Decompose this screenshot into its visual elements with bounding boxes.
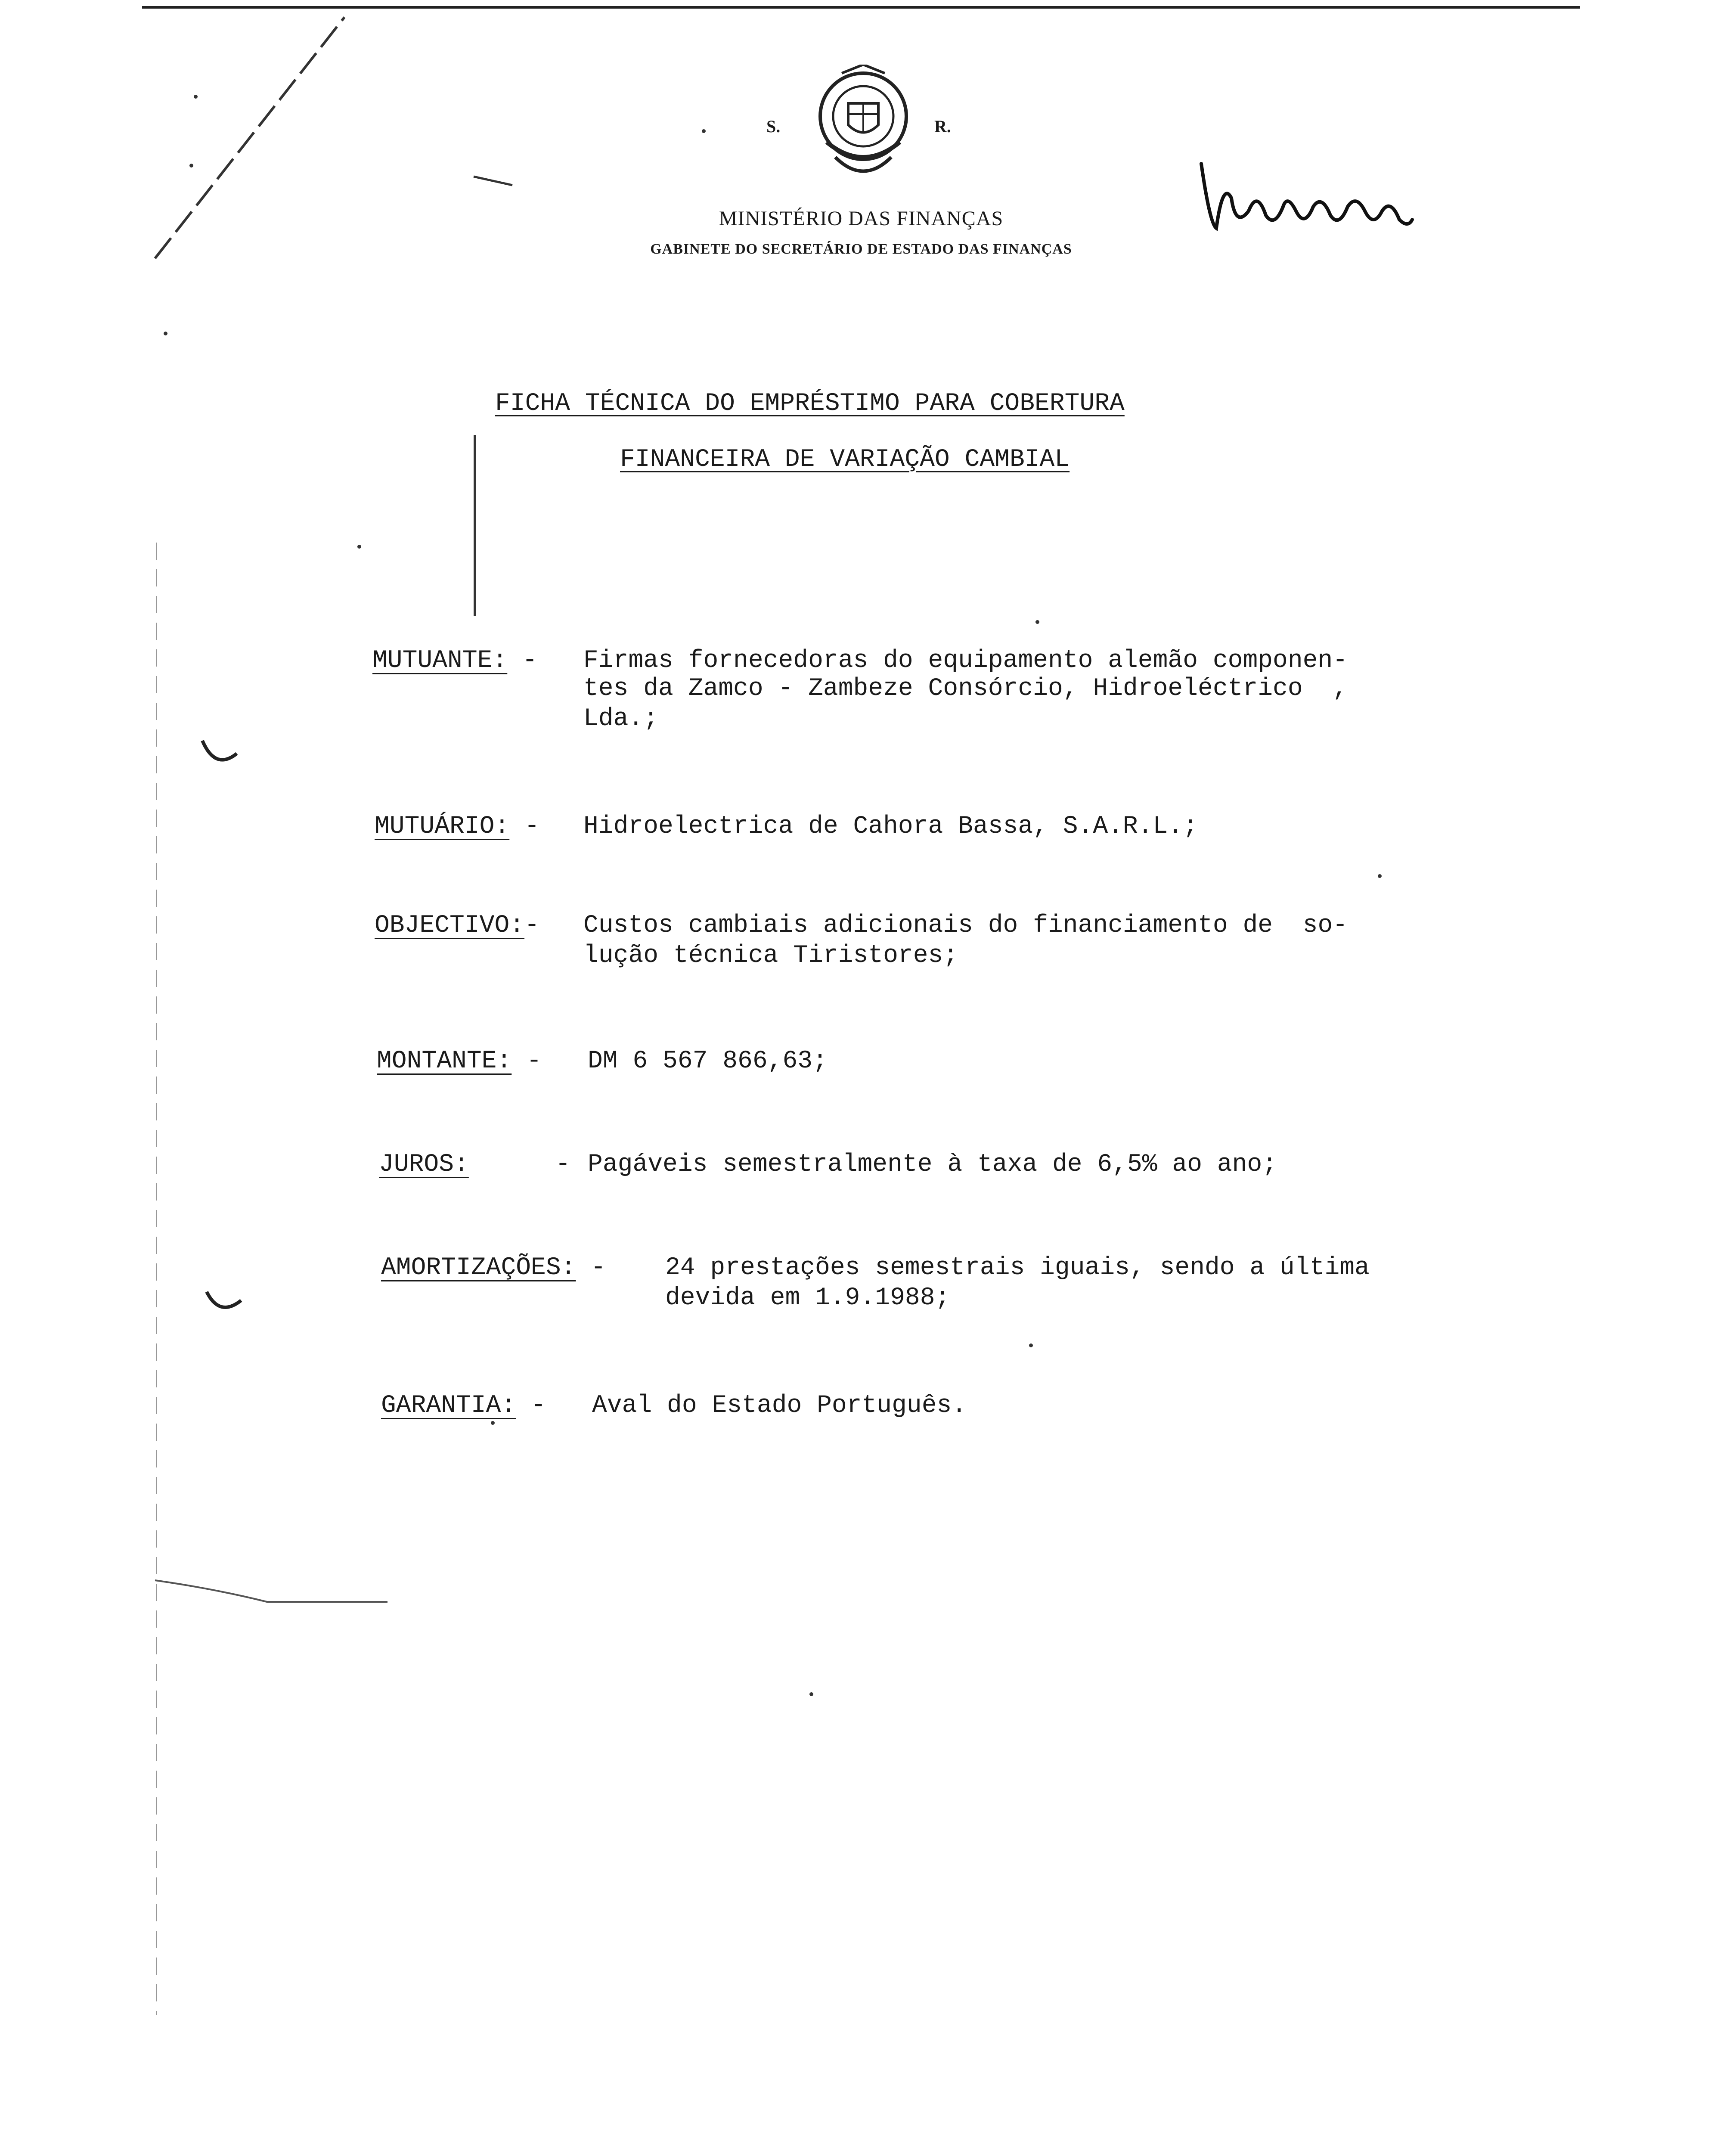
mutuario-dash: - <box>524 813 539 841</box>
scan-speck <box>1378 874 1382 878</box>
mutuante-dash: - <box>522 647 537 675</box>
scan-speck <box>702 129 706 133</box>
objectivo-dash: - <box>524 912 539 940</box>
juros-label-row <box>379 1148 469 1182</box>
amortizacoes-label-row <box>381 1251 606 1285</box>
mutuante-value-line-2: tes da Zamco - Zambeze Consórcio, Hidroeléctrico , <box>583 675 1348 703</box>
scan-speck <box>194 95 198 99</box>
monogram-right: R. <box>934 117 951 136</box>
mutuante-value-line-1: Firmas fornecedoras do equipamento alemão componen- <box>583 647 1348 675</box>
ministry-name: MINISTÉRIO DAS FINANÇAS <box>719 207 1004 230</box>
montante-value-line-1: DM 6 567 866,63; <box>588 1047 828 1075</box>
mutuario-value-line-1: Hidroelectrica de Cahora Bassa, S.A.R.L.; <box>583 813 1198 841</box>
amortizacoes-label: AMORTIZAÇÕES: <box>381 1254 576 1282</box>
mutuario-label: MUTUÁRIO: <box>375 813 510 841</box>
mutuante-label-row <box>372 644 537 678</box>
scan-speck <box>357 545 361 549</box>
scan-speck <box>1035 620 1039 624</box>
juros-value-line-1: Pagáveis semestralmente à taxa de 6,5% ao ano; <box>588 1151 1277 1179</box>
montante-dash: - <box>527 1047 542 1075</box>
scan-speck <box>1029 1343 1033 1347</box>
scan-speck <box>809 1692 813 1696</box>
objectivo-label: OBJECTIVO: <box>375 912 525 940</box>
objectivo-value-line-2: lução técnica Tiristores; <box>583 942 958 970</box>
garantia-label-row <box>381 1389 546 1423</box>
objectivo-label-row <box>375 909 539 943</box>
scan-speck <box>189 164 193 168</box>
amortizacoes-value-line-2: devida em 1.9.1988; <box>665 1284 950 1312</box>
document-title-line-1: FICHA TÉCNICA DO EMPRÉSTIMO PARA COBERTURA <box>495 390 1125 418</box>
cabinet-name: GABINETE DO SECRETÁRIO DE ESTADO DAS FINANÇAS <box>650 241 1072 257</box>
amortizacoes-value-line-1: 24 prestações semestrais iguais, sendo a última <box>665 1254 1370 1282</box>
mutuante-value-line-3: Lda.; <box>583 705 659 733</box>
monogram-left: S. <box>766 117 781 136</box>
amortizacoes-dash: - <box>591 1254 606 1282</box>
document-title-line-2: FINANCEIRA DE VARIAÇÃO CAMBIAL <box>620 446 1070 474</box>
scan-speck <box>164 332 167 335</box>
garantia-dash: - <box>531 1392 546 1420</box>
montante-label: MONTANTE: <box>377 1047 512 1075</box>
mutuante-label: MUTUANTE: <box>372 647 508 675</box>
objectivo-value-line-1: Custos cambiais adicionais do financiamento de so- <box>583 912 1348 940</box>
montante-label-row <box>377 1044 542 1079</box>
title-side-bar <box>474 435 476 616</box>
juros-label: JUROS: <box>379 1151 469 1179</box>
mutuario-label-row <box>375 810 539 844</box>
garantia-label: GARANTIA: <box>381 1392 516 1420</box>
handwritten-signature <box>1197 155 1438 250</box>
garantia-value-line-1: Aval do Estado Português. <box>592 1392 967 1420</box>
juros-dash: - <box>555 1151 570 1179</box>
coat-of-arms-emblem <box>801 65 926 194</box>
